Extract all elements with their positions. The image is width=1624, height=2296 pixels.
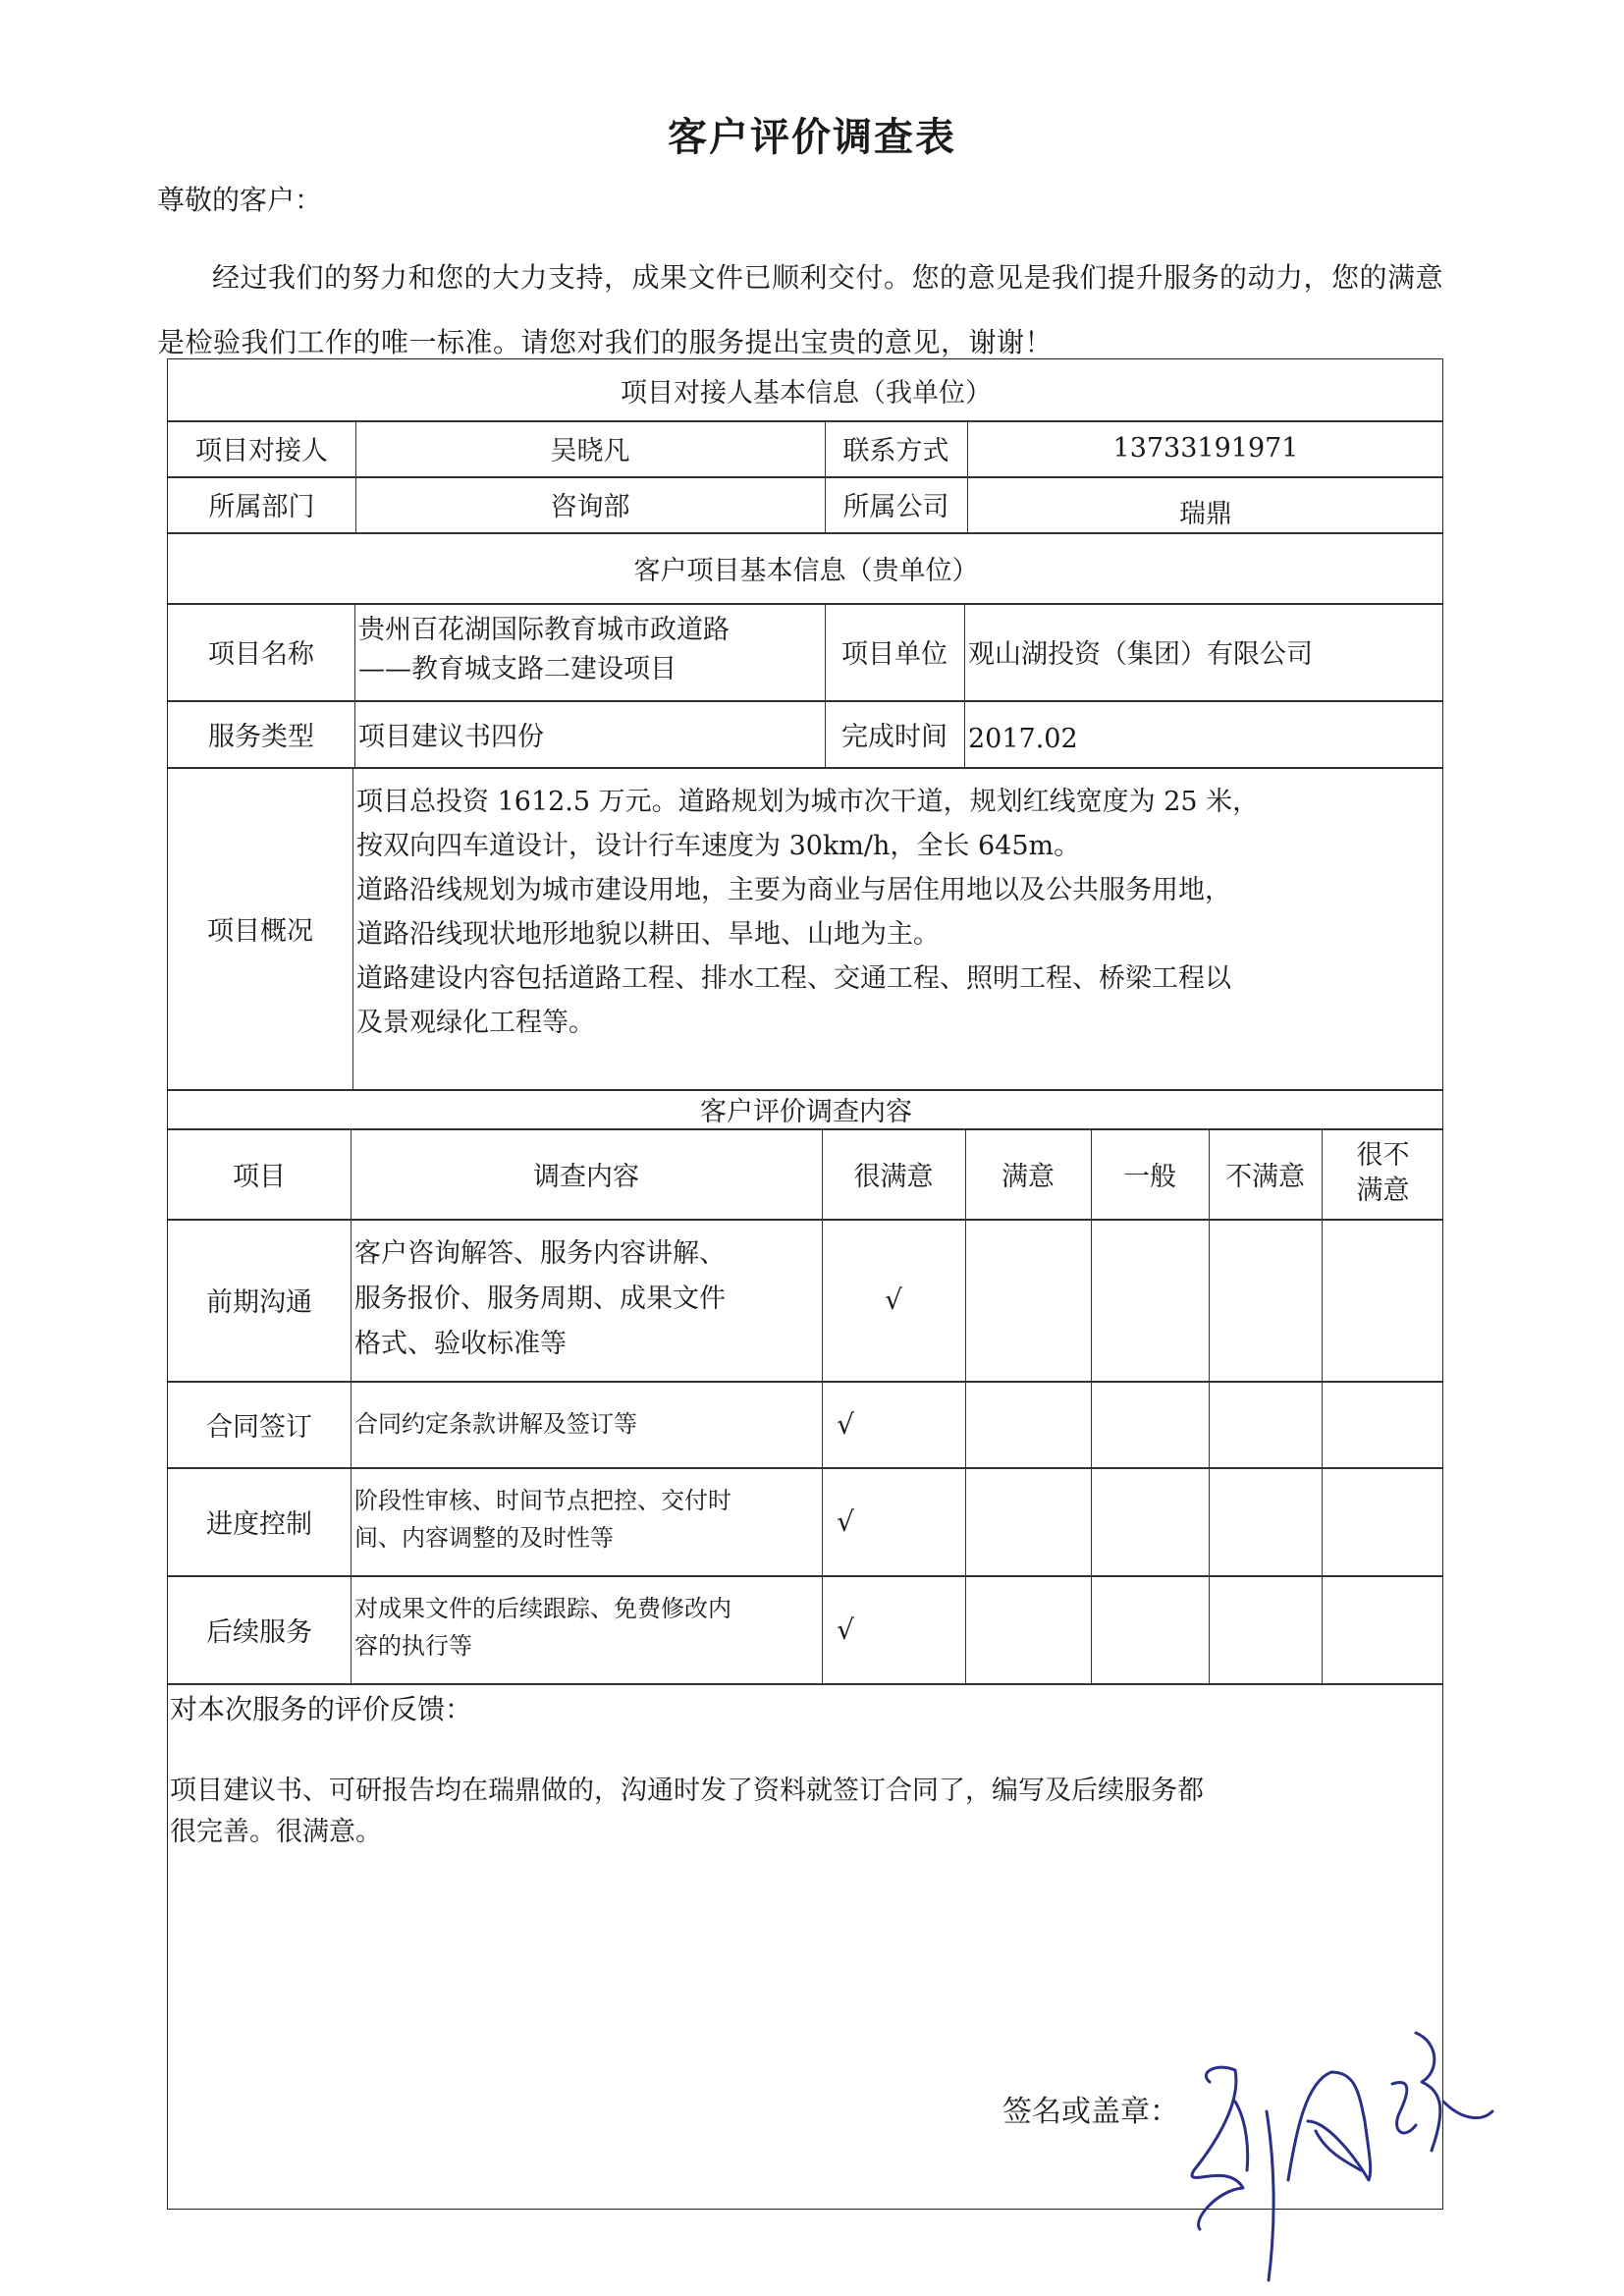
feedback-line: 很完善。很满意。	[170, 1817, 382, 1847]
row-content-line: 容的执行等	[354, 1632, 472, 1660]
check-mark-very-satisfied[interactable]: √	[837, 1613, 854, 1646]
col-header-item: 项目	[233, 1161, 286, 1192]
overview-line: 道路沿线规划为城市建设用地，主要为商业与居住用地以及公共服务用地，	[356, 875, 1231, 905]
phone-label: 联系方式	[842, 436, 949, 466]
signature-label: 签名或盖章：	[1002, 2095, 1179, 2129]
section-heading-evaluation: 客户评价调查内容	[700, 1096, 912, 1127]
contact-label: 项目对接人	[195, 436, 328, 466]
row-divider	[168, 1575, 1442, 1577]
service-type-label: 服务类型	[208, 721, 314, 752]
overview-line: 道路沿线现状地形地貌以耕田、旱地、山地为主。	[356, 919, 940, 950]
dept-value: 咨询部	[550, 492, 630, 522]
row-divider	[168, 1467, 1442, 1469]
col-header-line: 满意	[1356, 1175, 1410, 1206]
row-item-progress-control: 进度控制	[206, 1508, 312, 1540]
col-header-neutral: 一般	[1123, 1161, 1176, 1192]
company-label: 所属公司	[842, 492, 949, 522]
col-header-dissatisfied: 不满意	[1225, 1161, 1305, 1192]
col-header-very-satisfied: 很满意	[853, 1161, 934, 1192]
form-title: 客户评价调查表	[668, 114, 956, 160]
row-content-line: 格式、验收标准等	[354, 1329, 567, 1359]
overview-text	[356, 780, 1441, 1045]
greeting: 尊敬的客户：	[157, 184, 323, 216]
col-header-content: 调查内容	[533, 1161, 639, 1192]
row-content-line: 间、内容调整的及时性等	[354, 1524, 614, 1552]
row-content-line: 对成果文件的后续跟踪、免费修改内	[354, 1595, 731, 1622]
check-mark-very-satisfied[interactable]: √	[885, 1284, 902, 1316]
project-name-line: 贵州百花湖国际教育城市政道路	[358, 615, 730, 645]
col-header-line: 很不	[1356, 1140, 1410, 1171]
handwritten-signature	[1159, 2023, 1532, 2288]
intro-paragraph: 经过我们的努力和您的大力支持，成果文件已顺利交付。您的意见是我们提升服务的动力，您的满意是检验我们工作的唯一标准。请您对我们的服务提出宝贵的意见，谢谢！	[157, 261, 1444, 358]
feedback-label: 对本次服务的评价反馈：	[170, 1693, 473, 1725]
survey-table	[167, 358, 1443, 2210]
row-content	[354, 1231, 822, 1367]
col-divider	[352, 767, 353, 1089]
phone-value: 13733191971	[1112, 433, 1299, 464]
project-name-value	[358, 611, 825, 689]
contact-value: 吴晓凡	[550, 436, 630, 466]
overview-label: 项目概况	[207, 915, 313, 947]
project-unit-label: 项目单位	[841, 639, 947, 670]
overview-line: 道路建设内容包括道路工程、排水工程、交通工程、照明工程、桥梁工程以	[356, 963, 1231, 994]
row-divider	[168, 1219, 1442, 1221]
project-name-line: ——教育城支路二建设项目	[358, 654, 677, 684]
company-value: 瑞鼎	[1179, 499, 1232, 529]
completion-date-label: 完成时间	[841, 721, 947, 752]
overview-line: 项目总投资 1612.5 万元。道路规划为城市次干道，规划红线宽度为 25 米，	[356, 787, 1260, 817]
dept-label: 所属部门	[208, 492, 315, 522]
section-heading-client-unit: 客户项目基本信息（贵单位）	[633, 555, 979, 586]
row-item-follow-up-service: 后续服务	[206, 1616, 312, 1648]
completion-date-value: 2017.02	[968, 723, 1078, 754]
project-unit-value: 观山湖投资（集团）有限公司	[968, 639, 1313, 670]
service-type-value: 项目建议书四份	[358, 721, 544, 752]
col-header-satisfied: 满意	[1001, 1161, 1055, 1192]
row-content: 合同约定条款讲解及签订等	[354, 1410, 637, 1438]
section-heading-our-unit: 项目对接人基本信息（我单位）	[621, 377, 992, 409]
row-item-contract-signing: 合同签订	[206, 1411, 312, 1443]
row-content-line: 阶段性审核、时间节点把控、交付时	[354, 1487, 731, 1514]
row-item-pre-communication: 前期沟通	[206, 1287, 312, 1318]
overview-line: 及景观绿化工程等。	[356, 1008, 595, 1038]
row-content	[354, 1482, 822, 1557]
check-mark-very-satisfied[interactable]: √	[837, 1504, 854, 1538]
row-content-line: 客户咨询解答、服务内容讲解、	[354, 1238, 726, 1269]
project-name-label: 项目名称	[208, 639, 314, 670]
row-content-line: 服务报价、服务周期、成果文件	[354, 1284, 726, 1314]
feedback-line: 项目建议书、可研报告均在瑞鼎做的，沟通时发了资料就签订合同了，编写及后续服务都	[170, 1776, 1204, 1806]
row-content	[354, 1590, 822, 1665]
col-header-very-dissatisfied	[1322, 1128, 1444, 1219]
overview-line: 按双向四车道设计，设计行车速度为 30km/h，全长 645m。	[356, 831, 1081, 861]
check-mark-very-satisfied[interactable]: √	[837, 1407, 854, 1441]
row-divider	[168, 1683, 1442, 1685]
feedback-text[interactable]	[170, 1771, 1442, 1853]
